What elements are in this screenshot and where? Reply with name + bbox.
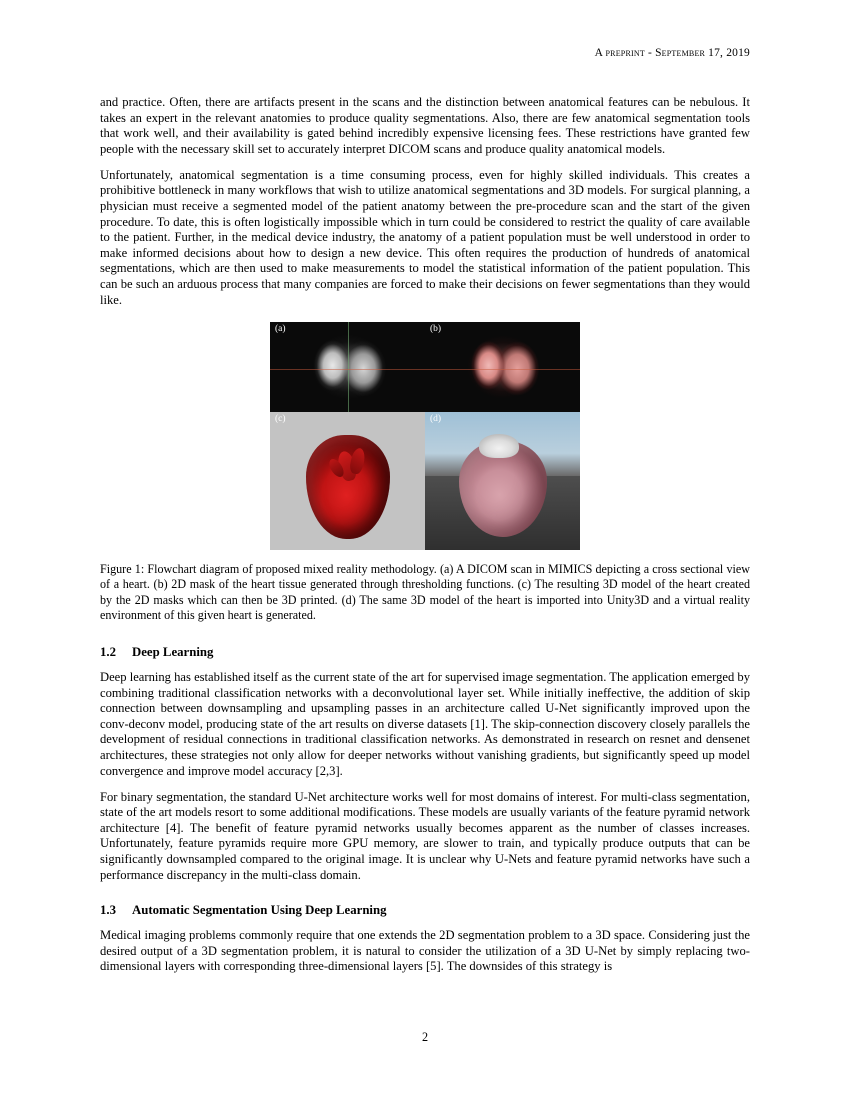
figure-1 [100, 322, 750, 550]
section-heading-1-3 [100, 903, 750, 918]
2d-mask-image [455, 330, 551, 404]
crosshair-vertical [348, 322, 349, 412]
body-paragraph: Deep learning has established itself as the current state of the art for supervised image segmentation. The application emerged by combining traditional classification networks with a deconvolutional layer set. While initially ineffective, the addition of skip connection between downsampling and upsampling passes in an architecture called U-Net significantly improved upon the conv-deconv model, producing state of the art results on diverse datasets [1]. The skip-connection discovery closely parallels the development of residual connections in traditional classification networks. As demonstrated in research on resnet and densenet architectures, these strategies not only allow for deeper networks without vanishing gradients, but significantly speed up model convergence and improve model accuracy [2,3]. [100, 670, 750, 778]
panel-label-b: (b) [430, 324, 442, 335]
dicom-scan-panel [270, 322, 425, 412]
figure-panel-grid [270, 322, 580, 550]
crosshair-horizontal [270, 369, 425, 370]
body-paragraph: For binary segmentation, the standard U-Net architecture works well for most domains of interest. For multi-class segmentation, state of the art models resort to some additional modifications. These models are usually variants of the feature pyramid network architecture [4]. The benefit of feature pyramid networks usually becomes apparent as the number of classes increases. Unfortunately, feature pyramids require more GPU memory, are slower to train, and typically produce outputs that can be significantly downsampled compared to the original image. It is unclear why U-Nets and feature pyramid networks have such a performance discrepancy in the multi-class domain. [100, 789, 750, 882]
section-number: 1.3 [100, 903, 116, 918]
crosshair-horizontal [425, 369, 580, 370]
figure-caption: Figure 1: Flowchart diagram of proposed mixed reality methodology. (a) A DICOM scan in MIMICS depicting a cross sectional view of a heart. (b) 2D mask of the heart tissue generated through thresholding functions. (c) The resulting 3D model of the heart created by the 2D masks which can then be 3D printed. (d) The same 3D model of the heart is imported into Unity3D and a virtual reality environment of this given heart is generated. [100, 562, 750, 622]
heart-3d-model [306, 435, 390, 539]
panel-label-a: (a) [275, 324, 286, 335]
vr-environment-panel [425, 412, 580, 550]
running-head: A preprint - September 17, 2019 [594, 47, 750, 59]
body-paragraph: Unfortunately, anatomical segmentation is a time consuming process, even for highly skilled individuals. This creates a prohibitive bottleneck in many workflows that wish to utilize anatomical segmentations and 3D models. For surgical planning, a physician must receive a segmented model of the patient anatomy between the pre-procedure scan and the start of the given procedure. To date, this is often logistically impossible which in turn could be considered to restrict the quality of care available to the patient. Further, in the medical device industry, the anatomy of a patient population must be well understood in order to make informed decisions about how to design a new device. This often requires the production of hundreds of anatomical segmentations, which are then used to make measurements to model the statistical information of the patient population. This can be such an arduous process that many companies are forced to make their decisions on fewer segmentations than they would like. [100, 167, 750, 307]
body-paragraph: Medical imaging problems commonly require that one extends the 2D segmentation problem to a 3D space. Considering just the desired output of a 3D segmentation problem, it is natural to consider the utilization of a 3D U-Net by simply replacing two-dimensional layers with corresponding three-dimensional layers [5]. The downsides of this strategy is [100, 928, 750, 974]
page-content [100, 47, 750, 986]
panel-label-c: (c) [275, 414, 286, 425]
body-paragraph: and practice. Often, there are artifacts present in the scans and the distinction between anatomical features can be nebulous. It takes an expert in the relevant anatomies to produce quality segmentations. Also, there are few anatomical segmentation tools that work well, and their availability is gated behind incredibly expensive licensing fees. These restrictions have granted few people with the necessary skill set to accurately interpret DICOM scans and produce quality anatomical models. [100, 95, 750, 156]
page-number: 2 [421, 1030, 429, 1044]
heart-cap-highlight [479, 434, 519, 458]
3d-model-panel [270, 412, 425, 550]
2d-mask-panel [425, 322, 580, 412]
vessel-shape [348, 447, 366, 475]
section-number: 1.2 [100, 645, 116, 660]
panel-label-d: (d) [430, 414, 442, 425]
section-title: Deep Learning [132, 645, 214, 660]
section-title: Automatic Segmentation Using Deep Learning [132, 903, 387, 918]
section-heading-1-2 [100, 645, 750, 660]
